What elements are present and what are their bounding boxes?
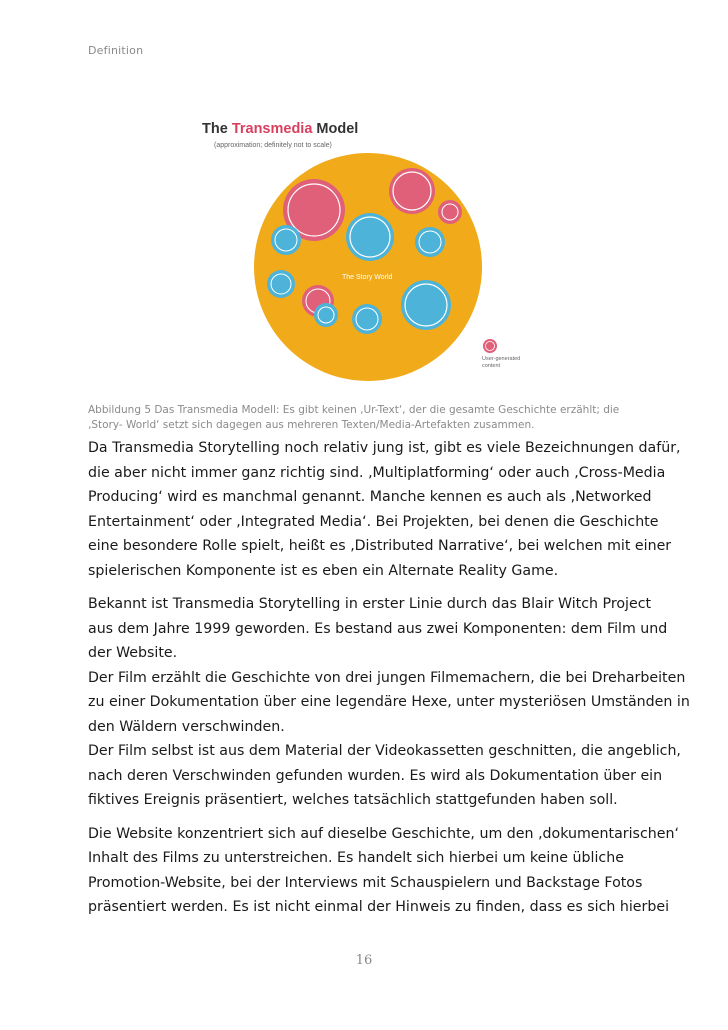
story-artefact <box>415 227 445 257</box>
paragraph <box>88 592 690 813</box>
text-line: Producing‘ wird es manchmal genannt. Manche kennen es auch als ‚Networked <box>88 489 652 505</box>
story-world-circle <box>254 153 482 381</box>
figure-caption <box>88 403 644 433</box>
story-world-label: The Story World <box>342 274 393 281</box>
caption-line: Abbildung 5 Das Transmedia Modell: Es gibt keinen ‚Ur-Text‘, der die gesamte Geschichte erzählt; die ‚Story- <box>88 404 620 431</box>
text-line: Bekannt ist Transmedia Storytelling in erster Linie durch das Blair Witch Project <box>88 596 652 612</box>
story-artefact <box>352 304 382 334</box>
text-line: fiktives Ereignis präsentiert, welches tatsächlich stattgefunden haben soll. <box>88 792 618 808</box>
body-text <box>88 436 690 929</box>
text-line: spielerischen Komponente ist es eben ein Alternate Reality Game. <box>88 562 559 579</box>
paragraph <box>88 822 679 920</box>
text-line: Promotion-Website, bei der Interviews mit Schauspielern und Backstage Fotos <box>88 874 643 891</box>
story-artefact <box>401 280 451 330</box>
page-number: 16 <box>355 953 373 968</box>
figure-title: The Transmedia Model <box>202 121 359 137</box>
text-line: zu einer Dokumentation über eine legendäre Hexe, unter mysteriösen Umständen in <box>88 694 690 710</box>
svg-text:User-generated: User-generated <box>482 356 521 362</box>
text-line: Der Film erzählt die Geschichte von drei jungen Filmemachern, die bei Dreharbeiten <box>88 669 686 686</box>
text-line: präsentiert werden. Es ist nicht einmal der Hinweis zu finden, dass es sich hierbei <box>88 899 670 915</box>
transmedia-model-figure <box>190 100 550 390</box>
text-line: Entertainment‘ oder ‚Integrated Media‘. Bei Projekten, bei denen die Geschichte <box>88 513 659 530</box>
caption-line: World‘ setzt sich dagegen aus mehreren Texten/Media-Artefakten zusammen. <box>126 419 535 431</box>
text-line: Da Transmedia Storytelling noch relativ jung ist, gibt es viele Bezeichnungen dafür, <box>88 440 681 456</box>
ugc-artefact <box>438 200 462 224</box>
story-artefact <box>314 303 338 327</box>
paragraph <box>88 436 681 583</box>
story-artefact <box>267 270 295 298</box>
svg-text:content: content <box>482 363 501 369</box>
story-artefact <box>271 225 301 255</box>
figure-subtitle: (approximation; definitely not to scale) <box>214 142 332 149</box>
text-line: eine besondere Rolle spielt, heißt es ‚Distributed Narrative‘, bei welchen mit einer <box>88 538 672 554</box>
text-line: Die Website konzentriert sich auf dieselbe Geschichte, um den ‚dokumentarischen‘ <box>88 825 679 842</box>
running-header: Definition <box>88 44 144 57</box>
ugc-artefact <box>389 168 435 214</box>
text-line: die aber nicht immer ganz richtig sind. ‚Multiplatforming‘ oder auch ‚Cross-Media <box>88 464 666 481</box>
story-artefact <box>346 213 394 261</box>
text-line: aus dem Jahre 1999 geworden. Es bestand aus zwei Komponenten: dem Film und <box>88 620 668 637</box>
text-line: der Website. <box>88 645 178 661</box>
text-line: nach deren Verschwinden gefunden wurden. Es wird als Dokumentation über ein <box>88 767 663 784</box>
text-line: Der Film selbst ist aus dem Material der Videokassetten geschnitten, die angeblich, <box>88 743 681 759</box>
text-line: Inhalt des Films zu unterstreichen. Es handelt sich hierbei um keine übliche <box>88 850 624 866</box>
text-line: den Wäldern verschwinden. <box>88 718 285 735</box>
transmedia-model-diagram <box>190 100 550 390</box>
legend-ugc <box>482 339 520 369</box>
